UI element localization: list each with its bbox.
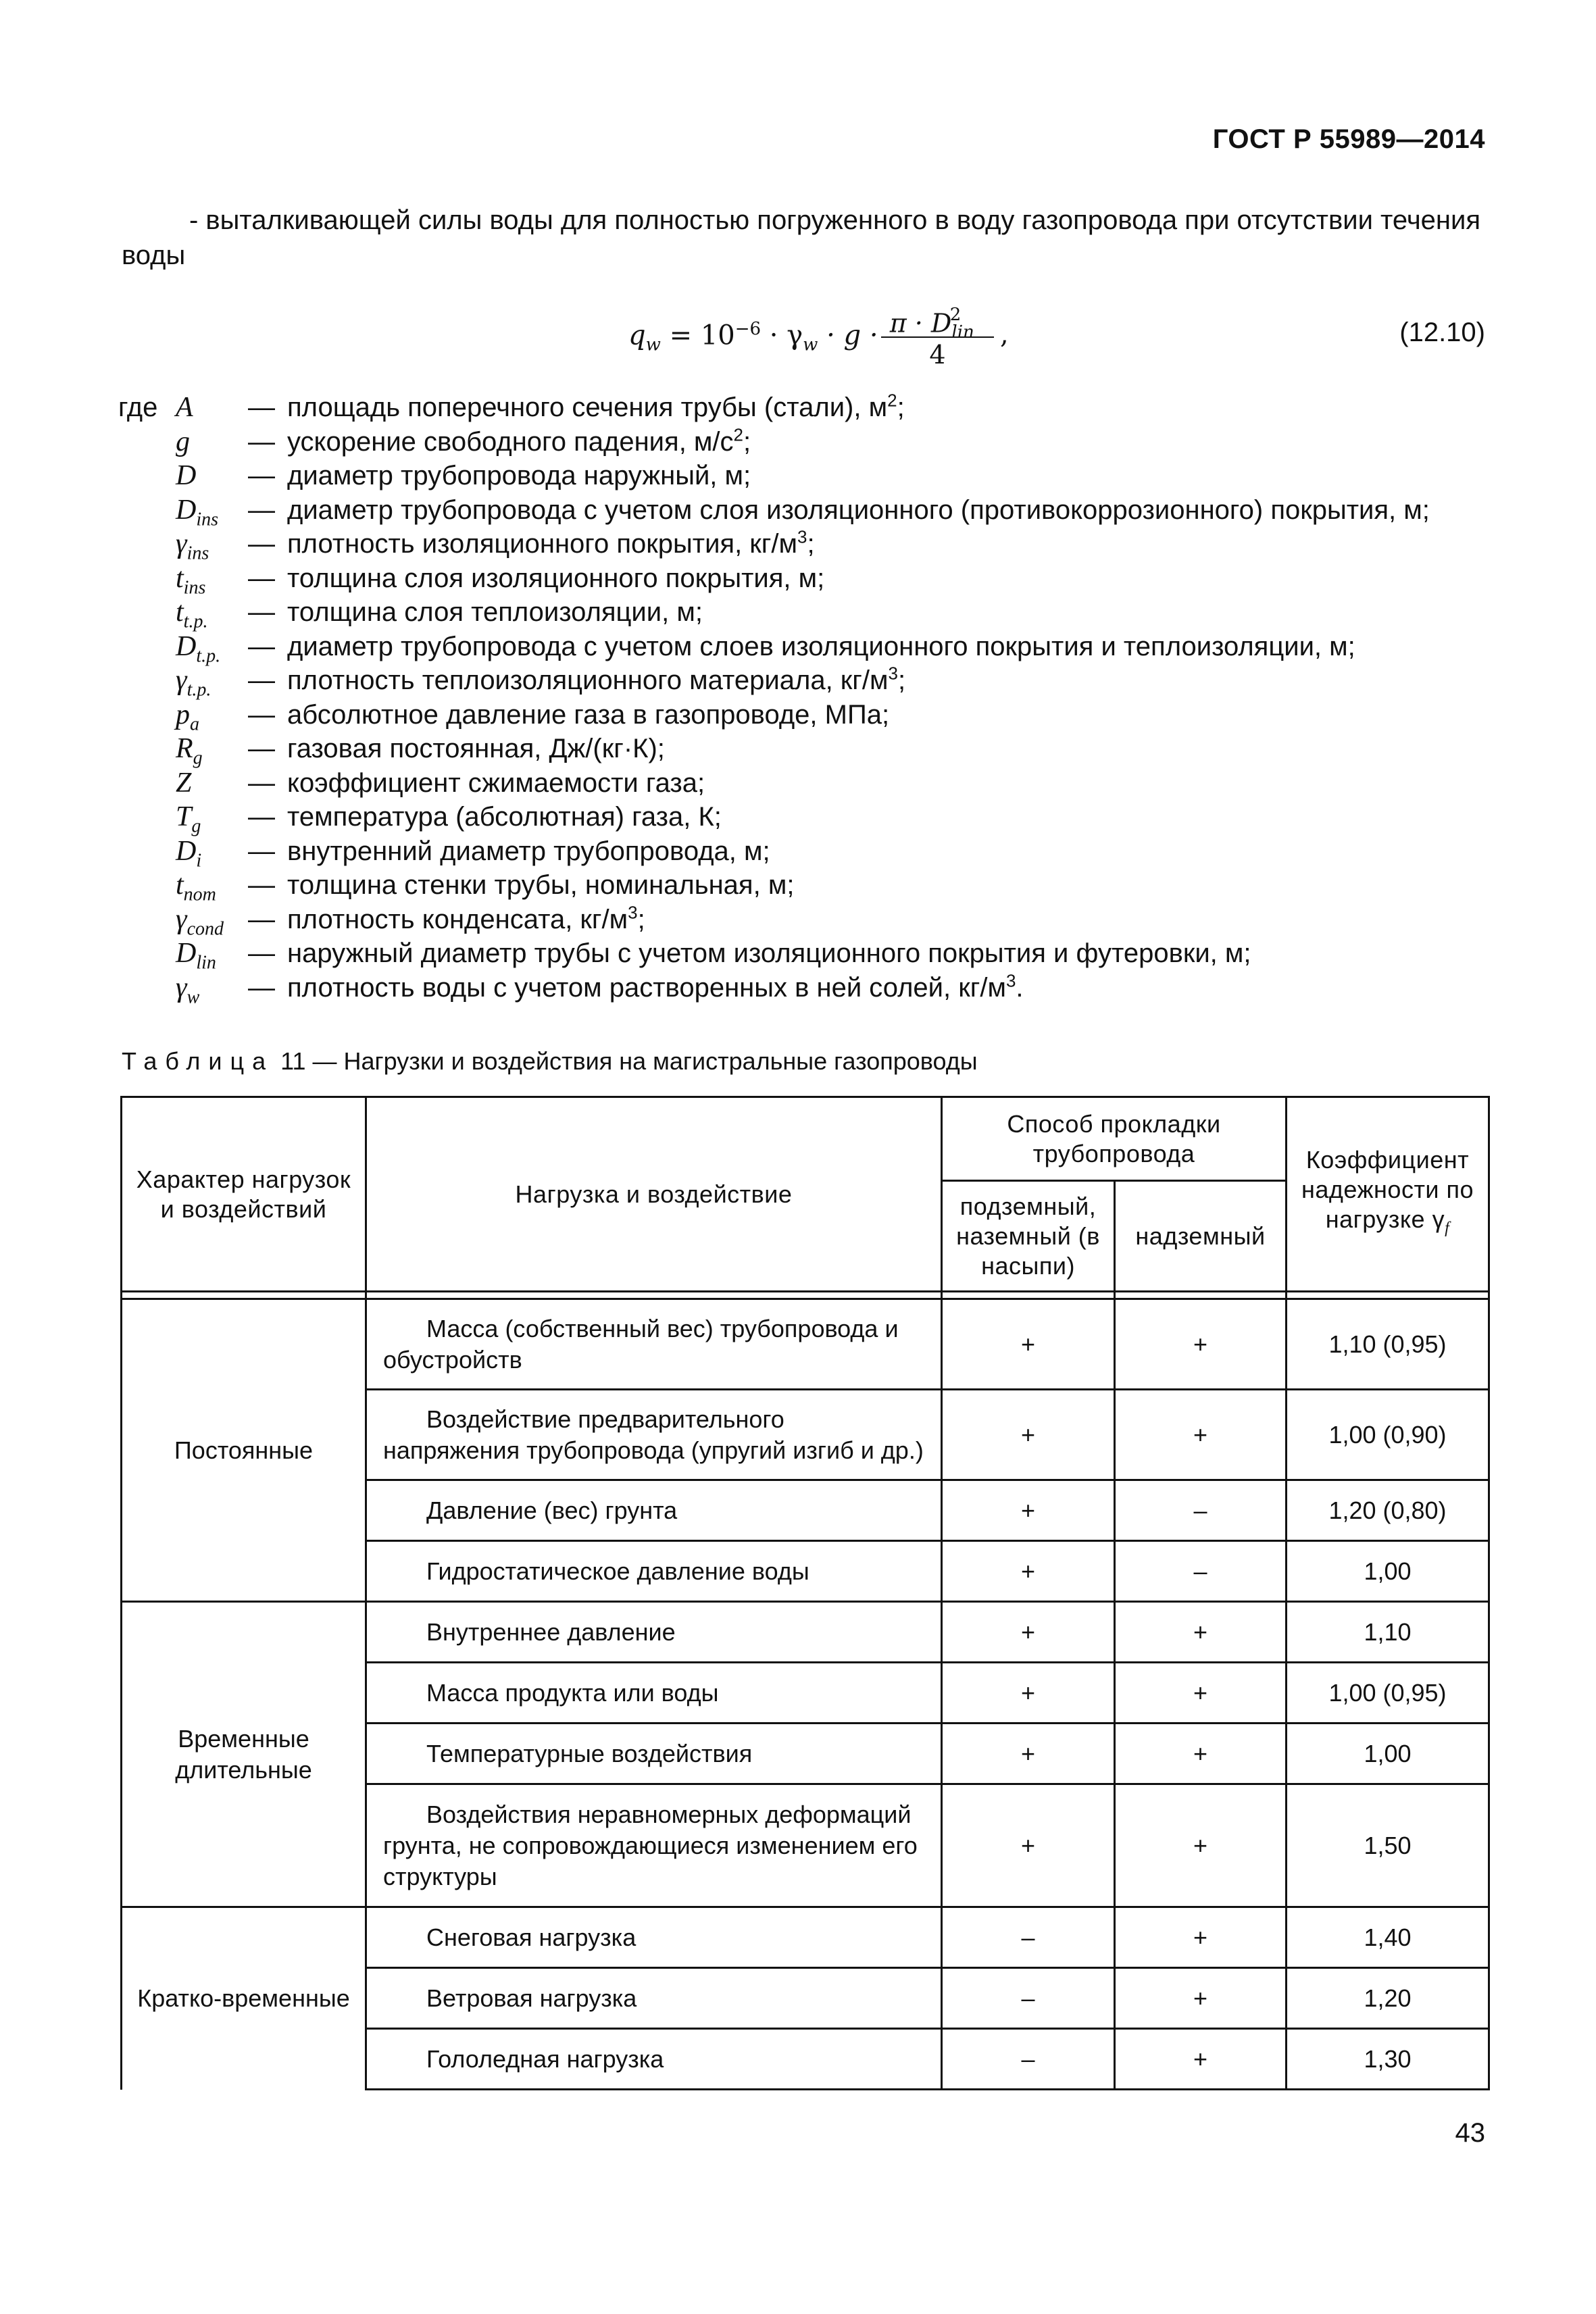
definition-body: диаметр трубопровода с учетом слоев изоляционного покрытия и теплоизоляции, м; <box>287 631 1355 661</box>
header-underground: подземный, наземный (в насыпи) <box>942 1181 1115 1292</box>
load-cell <box>366 1299 942 1390</box>
definition-text <box>287 868 794 902</box>
symbol-letter: D <box>176 460 197 491</box>
symbol-letter: D <box>176 494 197 526</box>
definition-text <box>287 800 722 834</box>
definition-dash: — <box>248 802 275 832</box>
symbol-definition <box>118 698 1503 732</box>
page-number: 43 <box>1455 2118 1485 2148</box>
underground-cell: + <box>942 1541 1115 1602</box>
symbol-letter: t <box>176 597 184 628</box>
load-cell <box>366 2029 942 2090</box>
symbol-definition <box>118 595 1503 630</box>
underground-cell: + <box>942 1480 1115 1541</box>
table-caption-title: 11 — Нагрузки и воздействия на магистральные газопроводы <box>274 1047 978 1075</box>
symbol-letter: Z <box>176 767 192 799</box>
separator-cell <box>366 1292 942 1299</box>
definition-dash: — <box>248 461 275 491</box>
symbol-letter: γ <box>176 528 187 559</box>
coefficient-cell: 1,20 <box>1287 1968 1489 2029</box>
formula-numerator-superscript: 2 <box>949 305 962 325</box>
header-method: Способ прокладки трубопровода <box>942 1097 1287 1181</box>
underground-cell: + <box>942 1663 1115 1724</box>
underground-cell: – <box>942 1907 1115 1968</box>
coefficient-cell: 1,20 (0,80) <box>1287 1480 1489 1541</box>
formula-fraction <box>878 296 997 372</box>
coefficient-cell: 1,00 (0,90) <box>1287 1390 1489 1480</box>
symbol-letter: D <box>176 835 197 867</box>
header-coefficient-subscript: f <box>1445 1219 1450 1238</box>
definition-body: газовая постоянная, Дж/(кг·К); <box>287 734 665 763</box>
underground-cell: + <box>942 1602 1115 1663</box>
symbol-definition <box>118 459 1503 493</box>
load-cell <box>366 1541 942 1602</box>
definition-dash: — <box>248 938 275 968</box>
load-cell <box>366 1968 942 2029</box>
header-coefficient <box>1287 1097 1489 1292</box>
symbol-definition <box>118 391 1503 425</box>
definition-tail: ; <box>743 426 751 457</box>
definition-tail: ; <box>897 665 906 695</box>
symbol-definition <box>118 630 1503 664</box>
formula-gamma-subscript: w <box>803 334 818 355</box>
definition-dash: — <box>248 597 275 627</box>
aboveground-cell: + <box>1115 1390 1287 1480</box>
document-standard-number: ГОСТ Р 55989—2014 <box>1212 124 1485 154</box>
symbol-definition <box>118 766 1503 801</box>
loads-table-body <box>122 1292 1489 2090</box>
category-cell: Кратко-временные <box>122 1907 366 2090</box>
symbol-letter: D <box>176 630 197 662</box>
formula-lhs <box>628 319 878 355</box>
definition-body: диаметр трубопровода наружный, м; <box>287 461 751 491</box>
symbol-letter: A <box>176 392 193 423</box>
definition-body: площадь поперечного сечения трубы (стали), м <box>287 393 888 422</box>
separator-cell <box>1115 1292 1287 1299</box>
definition-text <box>287 663 905 697</box>
formula-equals-ten: = 10 <box>660 320 735 351</box>
coefficient-cell: 1,40 <box>1287 1907 1489 1968</box>
aboveground-cell: – <box>1115 1480 1287 1541</box>
symbol-subscript: w <box>186 986 200 1007</box>
aboveground-cell: + <box>1115 1602 1287 1663</box>
definition-unit-exponent: 3 <box>797 526 807 547</box>
coefficient-cell: 1,00 <box>1287 1724 1489 1784</box>
definition-text <box>287 493 1430 527</box>
definition-text <box>287 391 905 424</box>
definition-text <box>287 732 665 765</box>
where-lead-word: где <box>118 393 158 422</box>
definition-body: плотность теплоизоляционного материала, кг/м <box>287 665 889 695</box>
symbol-subscript: ins <box>186 543 209 564</box>
formula-denominator: 4 <box>929 340 946 370</box>
header-aboveground: надземный <box>1115 1181 1287 1292</box>
definition-body: коэффициент сжимаемости газа; <box>287 768 705 798</box>
definition-text <box>287 766 705 800</box>
definition-text <box>287 527 815 561</box>
definition-dash: — <box>248 836 275 866</box>
underground-cell: + <box>942 1390 1115 1480</box>
definition-tail: . <box>1016 972 1024 1003</box>
coefficient-cell: 1,00 <box>1287 1541 1489 1602</box>
symbol-subscript: t.p. <box>196 645 221 666</box>
definition-dash: — <box>248 972 275 1003</box>
definition-dash: — <box>248 529 275 559</box>
load-text: Гидростатическое давление воды <box>426 1557 809 1585</box>
aboveground-cell: + <box>1115 1968 1287 2029</box>
formula-comma: , <box>1000 319 1009 350</box>
load-cell <box>366 1784 942 1907</box>
definition-dash: — <box>248 665 275 695</box>
coefficient-cell: 1,10 (0,95) <box>1287 1299 1489 1390</box>
formula-g-term: · g · <box>818 320 878 351</box>
symbol-subscript: lin <box>196 952 216 974</box>
load-text: Воздействие предварительного напряжения трубопровода (упругий изгиб и др.) <box>383 1405 924 1464</box>
definition-dash: — <box>248 495 275 525</box>
definition-body: внутренний диаметр трубопровода, м; <box>287 836 770 866</box>
symbol-definition <box>118 936 1503 974</box>
definition-dash: — <box>248 734 275 763</box>
symbol-definition <box>118 834 1503 869</box>
separator-cell <box>122 1292 366 1299</box>
aboveground-cell: + <box>1115 1907 1287 1968</box>
definition-unit-exponent: 2 <box>733 424 743 445</box>
definition-dash: — <box>248 904 275 934</box>
category-cell: Постоянные <box>122 1299 366 1602</box>
symbol-subscript: ins <box>183 576 206 598</box>
symbol-subscript: g <box>191 815 201 837</box>
table-row <box>122 1907 1489 1968</box>
symbol-subscript: a <box>190 713 199 734</box>
symbol-subscript: i <box>196 849 202 871</box>
table-row <box>122 1602 1489 1663</box>
loads-table-container <box>120 1096 1488 2090</box>
formula-gamma: · γ <box>761 320 803 351</box>
definition-body: толщина слоя изоляционного покрытия, м; <box>287 563 825 593</box>
definition-dash: — <box>248 563 275 593</box>
symbol-letter: t <box>176 870 184 901</box>
definition-body: диаметр трубопровода с учетом слоя изоляционного (противокоррозионного) покрытия, м; <box>287 495 1430 525</box>
symbol-letter: γ <box>176 903 187 935</box>
symbol-subscript: ins <box>196 508 219 530</box>
underground-cell: – <box>942 1968 1115 2029</box>
load-text: Воздействия неравномерных деформаций грунта, не сопровождающиеся изменением его структуры <box>383 1800 918 1890</box>
definition-tail: ; <box>897 393 905 422</box>
load-cell <box>366 1724 942 1784</box>
symbol-letter: γ <box>176 972 187 1003</box>
category-cell: Временные длительные <box>122 1602 366 1907</box>
definition-body: абсолютное давление газа в газопроводе, МПа; <box>287 699 890 730</box>
definition-text <box>287 630 1355 663</box>
underground-cell: + <box>942 1299 1115 1390</box>
definition-body: температура (абсолютная) газа, К; <box>287 802 722 832</box>
symbol-subscript: cond <box>186 917 224 939</box>
definition-text <box>287 971 1024 1005</box>
separator-cell <box>942 1292 1115 1299</box>
symbol-letter: g <box>176 426 190 457</box>
table-caption-word: Таблица <box>122 1047 274 1075</box>
definition-body: плотность конденсата, кг/м <box>287 904 628 934</box>
symbol-definition <box>118 526 1503 564</box>
underground-cell: + <box>942 1784 1115 1907</box>
definition-body: плотность воды с учетом растворенных в ней солей, кг/м <box>287 972 1006 1003</box>
header-coefficient-text: Коэффициент надежности по нагрузке γ <box>1301 1145 1474 1233</box>
aboveground-cell: + <box>1115 1784 1287 1907</box>
formula-q-subscript: w <box>645 334 661 355</box>
equation-number: (12.10) <box>1399 318 1485 347</box>
definition-unit-exponent: 3 <box>628 902 638 923</box>
underground-cell: – <box>942 2029 1115 2090</box>
definition-dash: — <box>248 699 275 730</box>
definition-body: наружный диаметр трубы с учетом изоляционного покрытия и футеровки, м; <box>287 938 1251 968</box>
definition-text <box>287 903 645 936</box>
coefficient-cell: 1,30 <box>1287 2029 1489 2090</box>
load-text: Ветровая нагрузка <box>426 1984 637 2012</box>
load-cell <box>366 1390 942 1480</box>
symbol-letter: D <box>176 938 197 969</box>
aboveground-cell: + <box>1115 2029 1287 2090</box>
load-text: Температурные воздействия <box>426 1739 753 1767</box>
definition-text <box>287 834 770 868</box>
load-cell <box>366 1663 942 1724</box>
definition-body: толщина слоя теплоизоляции, м; <box>287 597 703 627</box>
symbol-letter: γ <box>176 665 187 696</box>
symbol-definition <box>118 561 1503 596</box>
definition-unit-exponent: 3 <box>888 663 898 684</box>
intro-paragraph: - выталкивающей силы воды для полностью погруженного в воду газопровода при отсутствии течения воды <box>122 205 1480 270</box>
load-text: Масса (собственный вес) трубопровода и обустройств <box>383 1314 899 1374</box>
table-caption <box>122 1047 978 1076</box>
load-text: Масса продукта или воды <box>426 1678 719 1707</box>
load-cell <box>366 1480 942 1541</box>
symbol-definition <box>118 732 1503 769</box>
formula-q-symbol: q <box>628 320 646 351</box>
definition-dash: — <box>248 426 275 457</box>
aboveground-cell: + <box>1115 1299 1287 1390</box>
symbol-definitions-list <box>118 391 1503 1005</box>
symbol-letter: R <box>176 733 193 764</box>
definition-tail: ; <box>637 904 645 934</box>
symbol-definition <box>118 971 1503 1005</box>
formula-12-10 <box>628 296 1007 377</box>
definition-dash: — <box>248 870 275 900</box>
coefficient-cell: 1,00 (0,95) <box>1287 1663 1489 1724</box>
symbol-definition <box>118 800 1503 837</box>
definition-dash: — <box>248 768 275 798</box>
symbol-definition <box>118 663 1503 701</box>
definition-text <box>287 595 703 629</box>
load-text: Снеговая нагрузка <box>426 1923 637 1951</box>
definition-tail: ; <box>807 529 815 559</box>
definition-text <box>287 698 889 732</box>
load-cell <box>366 1602 942 1663</box>
load-text: Внутреннее давление <box>426 1617 676 1646</box>
formula-exponent: −6 <box>734 319 762 339</box>
load-cell <box>366 1907 942 1968</box>
symbol-letter: t <box>176 562 184 594</box>
aboveground-cell: – <box>1115 1541 1287 1602</box>
formula-numerator-text: π · D <box>889 308 952 338</box>
header-load: Нагрузка и воздействие <box>366 1097 942 1292</box>
symbol-definition <box>118 493 1503 528</box>
symbol-letter: T <box>176 801 192 832</box>
symbol-definition <box>118 425 1503 459</box>
coefficient-cell: 1,50 <box>1287 1784 1489 1907</box>
underground-cell: + <box>942 1724 1115 1784</box>
definition-body: ускорение свободного падения, м/с <box>287 426 734 457</box>
definition-dash: — <box>248 393 275 422</box>
definition-text <box>287 561 824 595</box>
definition-body: плотность изоляционного покрытия, кг/м <box>287 529 797 559</box>
load-text: Давление (вес) грунта <box>426 1496 678 1524</box>
symbol-subscript: t.p. <box>186 679 211 701</box>
definition-text <box>287 425 751 459</box>
definition-body: толщина стенки трубы, номинальная, м; <box>287 870 795 900</box>
loads-table <box>120 1096 1490 2090</box>
formula-numerator <box>878 296 997 343</box>
symbol-definition <box>118 903 1503 937</box>
definition-unit-exponent: 2 <box>887 390 897 411</box>
header-nature: Характер нагрузок и воздействий <box>122 1097 366 1292</box>
symbol-definition <box>118 868 1503 903</box>
definition-dash: — <box>248 631 275 661</box>
symbol <box>176 971 199 1014</box>
symbol-subscript: nom <box>183 884 216 905</box>
symbol-subscript: g <box>193 747 203 769</box>
definition-text <box>287 459 751 493</box>
symbol-subscript: t.p. <box>183 611 208 632</box>
definition-text <box>287 936 1251 970</box>
definition-unit-exponent: 3 <box>1005 970 1016 991</box>
separator-cell <box>1287 1292 1489 1299</box>
aboveground-cell: + <box>1115 1663 1287 1724</box>
symbol-letter: p <box>176 699 190 730</box>
coefficient-cell: 1,10 <box>1287 1602 1489 1663</box>
header-separator-row <box>122 1292 1489 1299</box>
load-text: Гололедная нагрузка <box>426 2044 664 2073</box>
aboveground-cell: + <box>1115 1724 1287 1784</box>
table-row <box>122 1299 1489 1390</box>
formula-numerator-subscript: lin <box>951 322 974 343</box>
